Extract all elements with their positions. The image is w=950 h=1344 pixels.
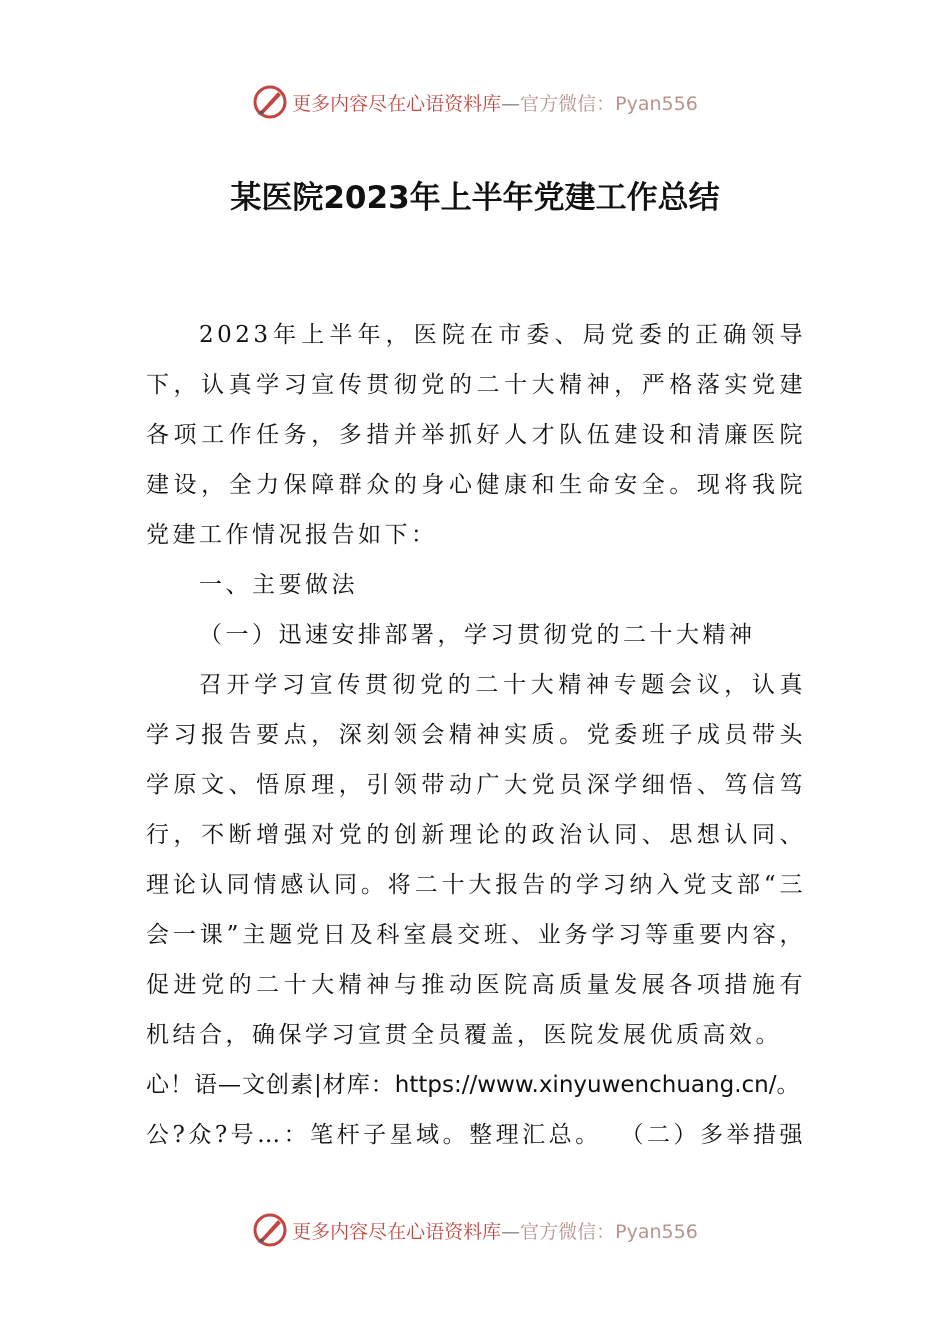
banner-main-text: 更多内容尽在心语资料库 <box>292 92 502 115</box>
section-heading: 一、主要做法 <box>199 572 358 598</box>
brush-pen-logo-icon <box>252 84 288 120</box>
banner-separator: — <box>501 1220 521 1243</box>
banner-main-text: 更多内容尽在心语资料库 <box>292 1220 502 1243</box>
banner-contact-text: 官方微信：Pyan556 <box>520 1220 698 1243</box>
watermark-line <box>146 1060 806 1110</box>
subsection-heading: （一）迅速安排部署，学习贯彻党的二十大精神 <box>199 622 756 648</box>
watermark-prefix: 心！语—文创素|材库： <box>146 1072 395 1098</box>
body-paragraph: 召开学习宣传贯彻党的二十大精神专题会议，认真学习报告要点，深刻领会精神实质。党委班子成员带头学原文、悟原理，引领带动广大党员深学细悟、笃信笃行，不断增强对党的创新理论的政治认同、思想认同、理论认同情感认同。将二十大报告的学习纳入党支部“三会一课”主题党日及科室晨交班、业务学习等重要内容，促进党的二十大精神与推动医院高质量发展各项措施有机结合，确保学习宣贯全员覆盖，医院发展优质高效。 <box>146 672 806 1048</box>
banner-text <box>292 89 698 116</box>
watermark-line-2: 公?众?号…：笔杆子星域。整理汇总。 <box>146 1122 602 1148</box>
watermark-suffix: 。 <box>776 1072 801 1098</box>
subsection-heading-2: （二）多举措强 <box>620 1122 806 1148</box>
banner-contact-text: 官方微信：Pyan556 <box>520 92 698 115</box>
header-banner <box>0 82 950 122</box>
brush-pen-logo-icon <box>252 1212 288 1248</box>
last-line <box>146 1110 806 1160</box>
intro-paragraph: 2023年上半年，医院在市委、局党委的正确领导下，认真学习宣传贯彻党的二十大精神，严格落实党建各项工作任务，多措并举抓好人才队伍建设和清廉医院建设，全力保障群众的身心健康和生命安全。现将我院党建工作情况报告如下： <box>146 322 806 548</box>
banner-text <box>292 1217 698 1244</box>
document-body <box>146 310 806 1160</box>
document-title: 某医院2023年上半年党建工作总结 <box>230 180 720 216</box>
footer-banner <box>0 1210 950 1250</box>
banner-separator: — <box>501 92 521 115</box>
watermark-url: https://www.xinyuwenchuang.cn/ <box>394 1072 777 1098</box>
